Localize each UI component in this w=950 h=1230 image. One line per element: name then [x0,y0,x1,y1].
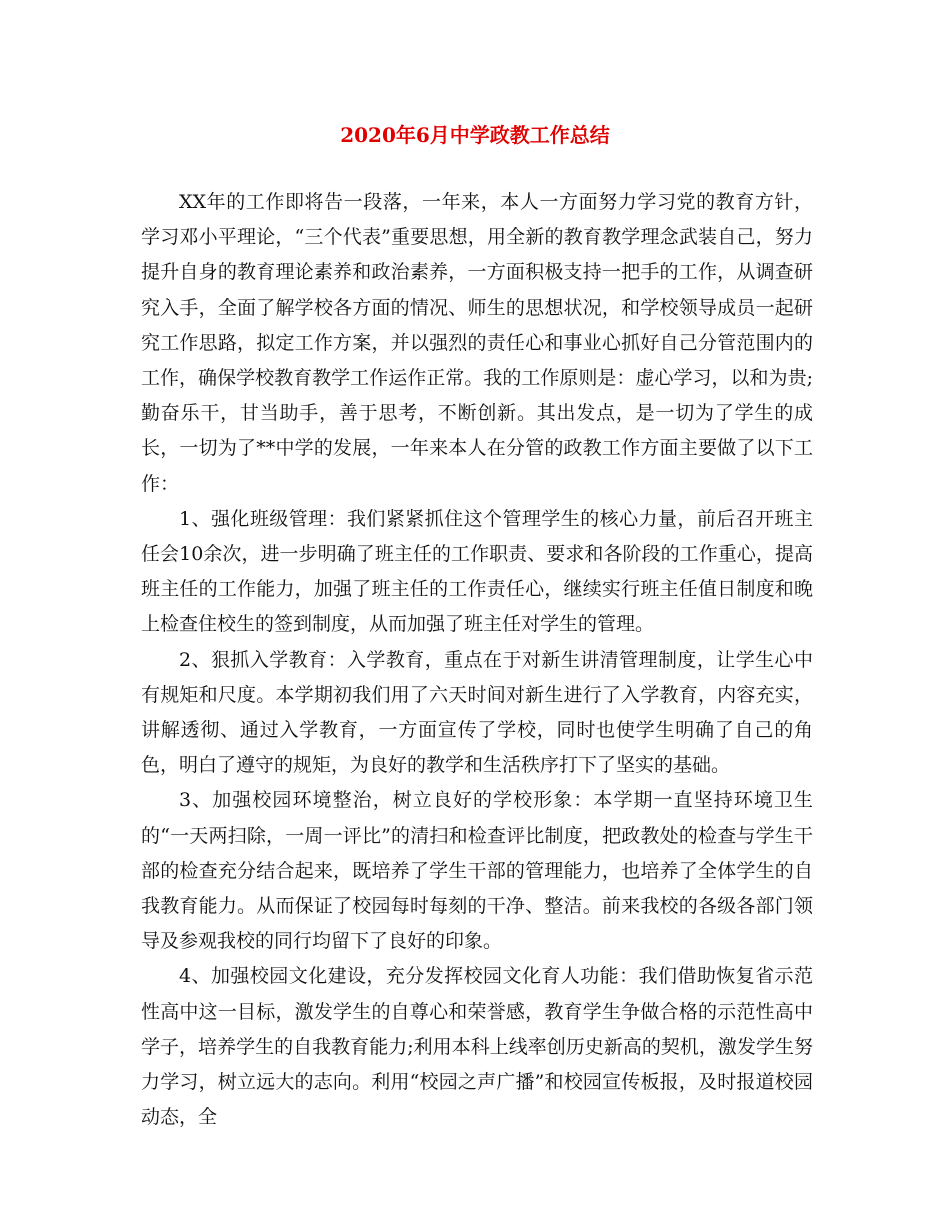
paragraph-item-3: 3、加强校园环境整治，树立良好的学校形象：本学期一直坚持环境卫生的“一天两扫除，一周一评比”的清扫和检查评比制度，把政教处的检查与学生干部的检查充分结合起来，既培养了学生干部的管理能力，也培养了全体学生的自我教育能力。从而保证了校园每时每刻的干净、整洁。前来我校的各级各部门领导及参观我校的同行均留下了良好的印象。 [141,789,813,953]
paragraph-item-1: 1、强化班级管理：我们紧紧抓住这个管理学生的核心力量，前后召开班主任会10余次，进一步明确了班主任的工作职责、要求和各阶段的工作重心，提高班主任的工作能力，加强了班主任的工作责任心，继续实行班主任值日制度和晚上检查住校生的签到制度，从而加强了班主任对学生的管理。 [141,507,813,636]
paragraph-intro: XX年的工作即将告一段落，一年来，本人一方面努力学习党的教育方针，学习邓小平理论，“三个代表”重要思想，用全新的教育教学理念武装自己，努力提升自身的教育理论素养和政治素养，一方面积极支持一把手的工作，从调查研究入手，全面了解学校各方面的情况、师生的思想状况，和学校领导成员一起研究工作思路，拟定工作方案，并以强烈的责任心和事业心抓好自己分管范围内的工作，确保学校教育教学工作运作正常。我的工作原则是：虚心学习，以和为贵;勤奋乐干，甘当助手，善于思考，不断创新。其出发点，是一切为了学生的成长，一切为了**中学的发展，一年来本人在分管的政教工作方面主要做了以下工作： [141,191,813,495]
document-title: 2020年6月中学政教工作总结 [340,123,610,147]
paragraph-item-2: 2、狠抓入学教育：入学教育，重点在于对新生讲清管理制度，让学生心中有规矩和尺度。本学期初我们用了六天时间对新生进行了入学教育，内容充实，讲解透彻、通过入学教育，一方面宣传了学校，同时也使学生明确了自己的角色，明白了遵守的规矩，为良好的教学和生活秩序打下了坚实的基础。 [141,648,813,777]
document-body [141,185,813,1135]
paragraph-item-4: 4、加强校园文化建设，充分发挥校园文化育人功能：我们借助恢复省示范性高中这一目标，激发学生的自尊心和荣誉感，教育学生争做合格的示范性高中学子，培养学生的自我教育能力;利用本科上线率创历史新高的契机，激发学生努力学习，树立远大的志向。利用“校园之声广播”和校园宣传板报，及时报道校园动态，全 [141,965,813,1129]
